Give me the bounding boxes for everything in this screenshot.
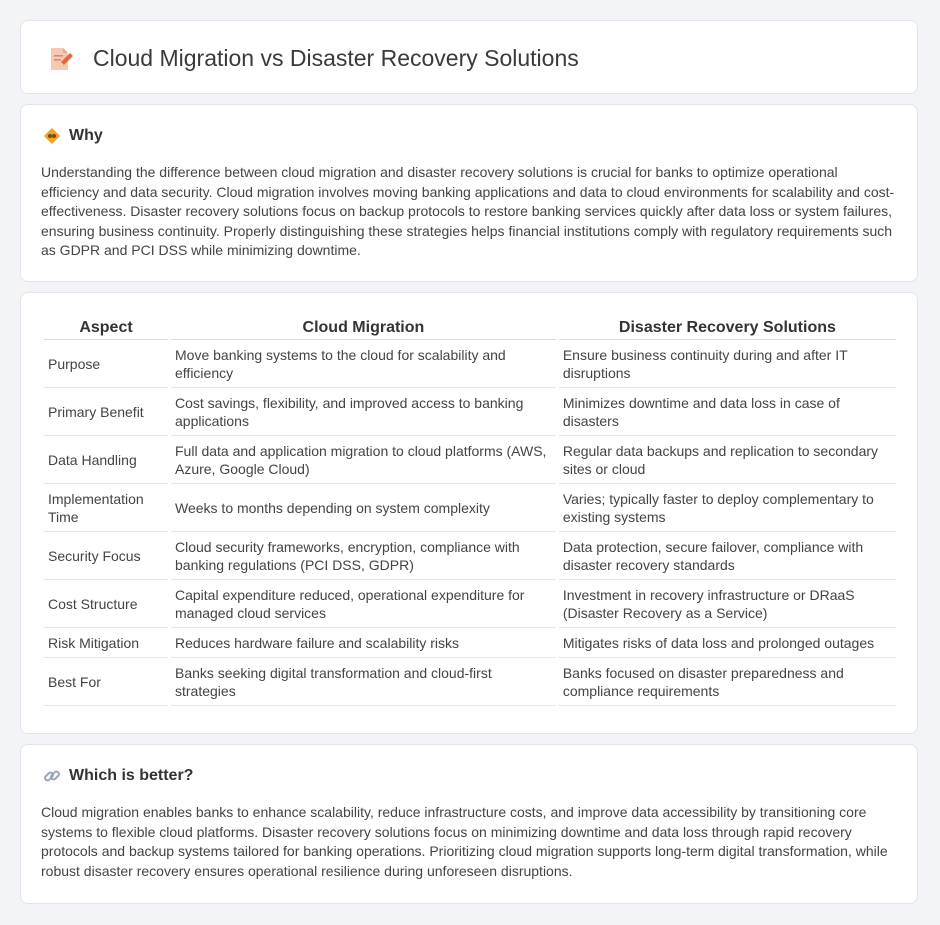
- aspect-cell: Best For: [44, 658, 168, 706]
- why-header: [43, 127, 103, 145]
- which-is-better-body: Cloud migration enables banks to enhance scalability, reduce infrastructure costs, and improve data accessibility by transitioning core systems to flexible cloud platforms. Disaster recovery solutions focus on minimizing downtime and data loss through rapid recovery protocols and backup systems tailored for banking operations. Prioritizing cloud migration supports long-term digital transformation, while robust disaster recovery ensures operational resilience during unforeseen disruptions.: [41, 804, 888, 879]
- title-bar: [47, 45, 579, 72]
- why-section: [20, 104, 918, 282]
- cloud-migration-cell: Full data and application migration to cloud platforms (AWS, Azure, Google Cloud): [171, 436, 556, 484]
- aspect-cell: Cost Structure: [44, 580, 168, 628]
- handshake-icon: [43, 127, 61, 145]
- cloud-migration-cell: Move banking systems to the cloud for scalability and efficiency: [171, 340, 556, 388]
- table-row: [44, 532, 896, 580]
- link-icon: [43, 767, 61, 785]
- table-row: [44, 388, 896, 436]
- comparison-table: [41, 315, 899, 706]
- aspect-cell: Purpose: [44, 340, 168, 388]
- cloud-migration-cell: Cloud security frameworks, encryption, compliance with banking regulations (PCI DSS, GDPR): [171, 532, 556, 580]
- aspect-cell: Primary Benefit: [44, 388, 168, 436]
- aspect-cell: Data Handling: [44, 436, 168, 484]
- cloud-migration-cell: Cost savings, flexibility, and improved access to banking applications: [171, 388, 556, 436]
- disaster-recovery-cell: Mitigates risks of data loss and prolonged outages: [559, 628, 896, 658]
- table-row: [44, 658, 896, 706]
- which-is-better-section: [20, 744, 918, 904]
- document-pencil-icon: [47, 46, 73, 72]
- comparison-table-card: [20, 292, 918, 734]
- disaster-recovery-cell: Varies; typically faster to deploy complementary to existing systems: [559, 484, 896, 532]
- table-row: [44, 628, 896, 658]
- header-cloud-migration: Cloud Migration: [171, 315, 556, 340]
- aspect-cell: Security Focus: [44, 532, 168, 580]
- disaster-recovery-cell: Banks focused on disaster preparedness and compliance requirements: [559, 658, 896, 706]
- disaster-recovery-cell: Investment in recovery infrastructure or DRaaS (Disaster Recovery as a Service): [559, 580, 896, 628]
- disaster-recovery-cell: Regular data backups and replication to secondary sites or cloud: [559, 436, 896, 484]
- disaster-recovery-cell: Minimizes downtime and data loss in case of disasters: [559, 388, 896, 436]
- which-is-better-title: Which is better?: [69, 767, 194, 784]
- header-disaster-recovery: Disaster Recovery Solutions: [559, 315, 896, 340]
- table-row: [44, 484, 896, 532]
- aspect-cell: Risk Mitigation: [44, 628, 168, 658]
- disaster-recovery-cell: Data protection, secure failover, compliance with disaster recovery standards: [559, 532, 896, 580]
- which-is-better-header: [43, 767, 193, 785]
- cloud-migration-cell: Capital expenditure reduced, operational expenditure for managed cloud services: [171, 580, 556, 628]
- table-row: [44, 436, 896, 484]
- why-title: Why: [69, 127, 103, 144]
- table-row: [44, 340, 896, 388]
- aspect-cell: Implementation Time: [44, 484, 168, 532]
- cloud-migration-cell: Banks seeking digital transformation and cloud-first strategies: [171, 658, 556, 706]
- cloud-migration-cell: Weeks to months depending on system complexity: [171, 484, 556, 532]
- table-row: [44, 580, 896, 628]
- page-title: Cloud Migration vs Disaster Recovery Solutions: [93, 45, 579, 71]
- table-header-row: [44, 315, 896, 340]
- title-card: [20, 20, 918, 94]
- cloud-migration-cell: Reduces hardware failure and scalability risks: [171, 628, 556, 658]
- why-body: Understanding the difference between cloud migration and disaster recovery solutions is crucial for banks to optimize operational efficiency and data security. Cloud migration involves moving banking applications and data to cloud environments for scalability and cost-effectiveness. Disaster recovery solutions focus on backup protocols to restore banking services quickly after data loss or system failures, ensuring business continuity. Properly distinguishing these strategies helps financial institutions comply with regulatory requirements such as GDPR and PCI DSS while minimizing downtime.: [41, 164, 895, 259]
- disaster-recovery-cell: Ensure business continuity during and after IT disruptions: [559, 340, 896, 388]
- header-aspect: Aspect: [44, 315, 168, 340]
